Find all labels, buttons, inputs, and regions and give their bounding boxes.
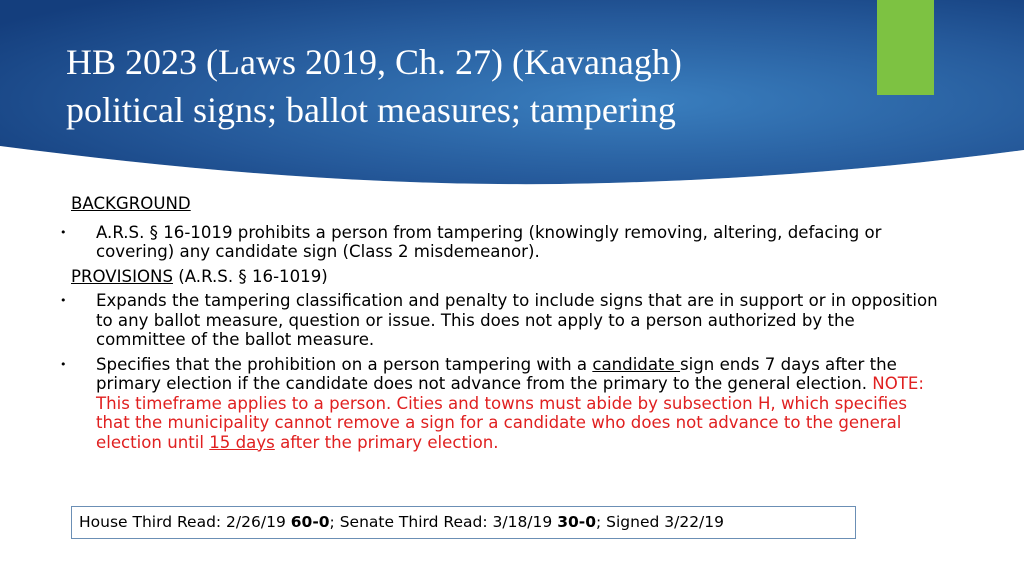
- background-bullet: [60, 223, 940, 262]
- provisions-bullet-1: [60, 291, 940, 350]
- senate-vote: 30-0: [557, 513, 596, 531]
- vote-summary-box: [71, 506, 856, 539]
- provisions-bullet-2: [60, 355, 940, 453]
- title-line-2: political signs; ballot measures; tampering: [66, 90, 676, 130]
- slide-body: [60, 194, 940, 452]
- signed-date: ; Signed 3/22/19: [595, 513, 724, 531]
- senate-read-label: ; Senate Third Read: 3/18/19: [329, 513, 558, 531]
- provisions-bullet-2-text: [96, 355, 924, 452]
- bullet-2-part-1: Specifies that the prohibition on a person tampering with a: [96, 354, 593, 374]
- bullet-2-part-2: sign ends 7 days after the primary election if the candidate does not advance from the primary to the general election.: [96, 354, 897, 393]
- green-accent-bar: [877, 0, 934, 95]
- house-read-label: House Third Read: 2/26/19: [79, 513, 291, 531]
- provisions-heading-suffix: (A.R.S. § 16-1019): [173, 266, 328, 286]
- title-line-1: HB 2023 (Laws 2019, Ch. 27) (Kavanagh): [66, 42, 682, 82]
- provisions-heading-label: PROVISIONS: [71, 266, 173, 286]
- provisions-bullet-1-text: Expands the tampering classification and penalty to include signs that are in support or in opposition to any ballot measure, question or issue. This does not apply to a person authorized by the committee of the ballot measure.: [96, 291, 938, 349]
- background-bullet-text: A.R.S. § 16-1019 prohibits a person from tampering (knowingly removing, altering, defacing or covering) any candidate sign (Class 2 misdemeanor).: [96, 222, 882, 261]
- bullet-icon: •: [60, 225, 67, 239]
- bullet-icon: •: [60, 357, 67, 371]
- slide-title: [66, 38, 856, 134]
- bullet-2-note-days: 15 days: [209, 432, 275, 452]
- provisions-heading: [71, 267, 940, 287]
- house-vote: 60-0: [290, 513, 330, 531]
- background-heading: [71, 194, 940, 214]
- bullet-2-note-end: after the primary election.: [274, 432, 499, 452]
- bullet-2-note: NOTE: This timeframe applies to a person. Cities and towns must abide by subsection H, which specifies that the municipality cannot remove a sign for a candidate who does not advance to the general election until: [96, 374, 924, 452]
- bullet-icon: •: [60, 294, 67, 307]
- bullet-2-candidate-underlined: candidate: [592, 354, 681, 374]
- background-heading-label: BACKGROUND: [71, 194, 191, 213]
